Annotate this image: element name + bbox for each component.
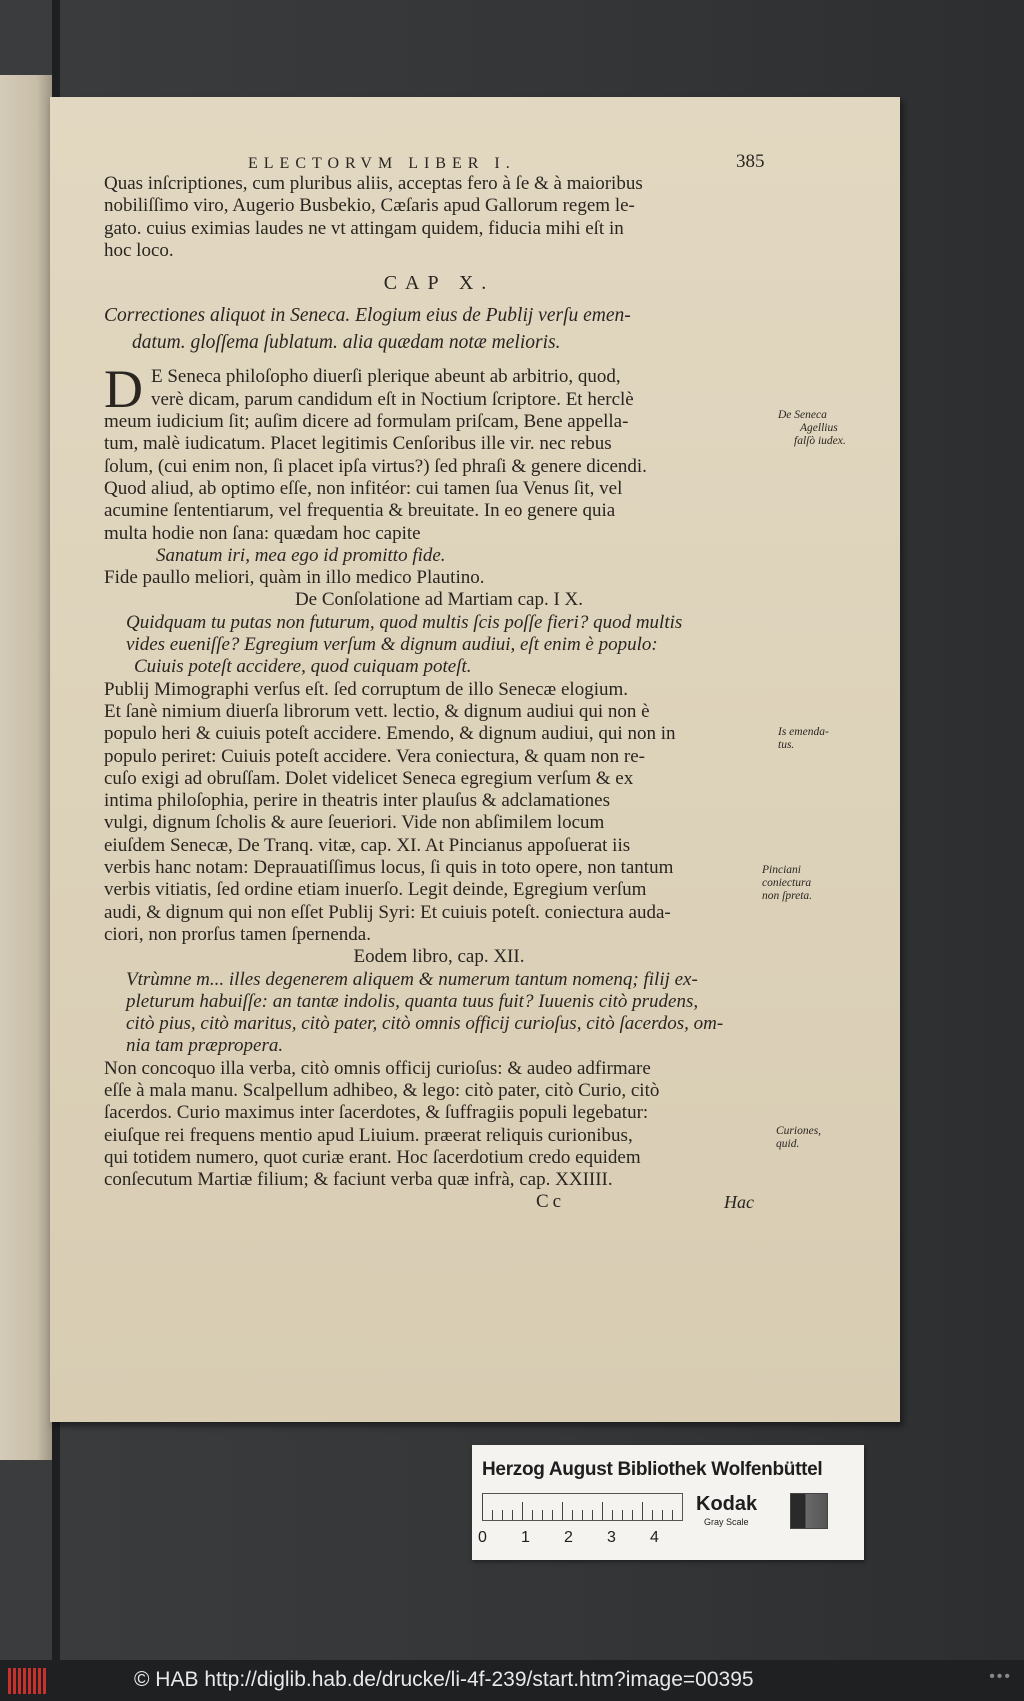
page-number: 385 — [736, 151, 765, 172]
ruler-number: 2 — [564, 1529, 573, 1546]
quotation-line: pleturum habuiſſe: an tantæ indolis, quanta tuus fuit? Iuuenis citò prudens, — [126, 990, 699, 1012]
text-line: Fide paullo meliori, quàm in illo medico Plautino. — [104, 567, 485, 589]
marginal-note — [778, 726, 829, 752]
text-line: cuſo exigi ad obruſſam. Dolet videlicet Seneca egregium verſum & ex — [104, 767, 634, 789]
text-line: E Seneca philoſopho diuerſi plerique abeunt ab arbitrio, quod, — [151, 366, 621, 388]
library-name: Herzog August Bibliothek Wolfenbüttel — [482, 1459, 823, 1480]
text-line: conſecutum Martiæ filium; & faciunt verba quæ infrà, cap. XXIIII. — [104, 1169, 613, 1191]
text-line: audi, & dignum qui non eſſet Publij Syri: Et cuiuis poteſt. coniectura auda- — [104, 901, 671, 923]
marginal-note-line: tus. — [778, 739, 795, 751]
text-line: acumine ſententiarum, vel frequentia & breuitate. In eo genere quia — [104, 500, 616, 522]
marginal-note-line: coniectura — [762, 877, 812, 889]
text-line: ciori, non prorſus tamen ſpernenda. — [104, 923, 371, 945]
marginal-note — [778, 409, 846, 448]
quotation: Sanatum iri, mea ego id promitto fide. — [156, 544, 446, 566]
text-line: populo periret: Cuiuis poteſt accidere. Vera coniectura, & quam non re- — [104, 745, 645, 767]
ruler-number: 3 — [607, 1529, 616, 1546]
marginal-note-line: Agellius — [800, 422, 838, 434]
catchword: Hac — [724, 1192, 754, 1213]
running-head-title: ELECTORVM LIBER I. — [248, 155, 516, 172]
text-line: multa hodie non ſana: quædam hoc capite — [104, 522, 421, 544]
page-text — [104, 153, 774, 1215]
text-line: verbis vitiatis, ſed ordine etiam inuerſo. Legit deinde, Egregium verſum — [104, 879, 647, 901]
text-line: qui totidem numero, quot curiæ erant. Hoc ſacerdotium credo equidem — [104, 1146, 641, 1168]
text-line: ſacerdos. Curio maximus inter ſacerdotes, & ſuffragiis populi legebatur: — [104, 1102, 649, 1124]
text-line: ſolum, (cui enim non, ſi placet ipſa virtus?) ſed phraſi & genere dicendi. — [104, 455, 647, 477]
viewer-footer — [0, 1660, 1024, 1701]
ruler-number: 4 — [650, 1529, 659, 1546]
quotation-line: Quidquam tu putas non futurum, quod multis ſcis poſſe fieri? quod multis — [126, 611, 683, 633]
quotation-line: Vtrùmne m... illes degenerem aliquem & numerum tantum nomenq; filij ex- — [126, 968, 698, 990]
marginal-note-line: Curiones, — [776, 1125, 822, 1137]
quotation-line: citò pius, citò maritus, citò pater, citò omnis officij curioſus, citò ſacerdos, om- — [126, 1013, 724, 1035]
text-line: Publij Mimographi verſus eſt. ſed corruptum de illo Senecæ elogium. — [104, 678, 629, 700]
text-line: tum, malè iudicatum. Placet legitimis Cenſoribus ille vir. nec rebus — [104, 433, 612, 455]
marginal-note-line: non ſpreta. — [762, 890, 813, 902]
previous-leaf-edge — [0, 75, 52, 1460]
intro-line: gato. cuius eximias laudes ne vt attingam quidem, fiducia mihi eſt in — [104, 217, 624, 239]
gray-scale-label: Gray Scale — [704, 1517, 749, 1527]
text-line: intima philoſophia, perire in theatris inter plauſus & adclamationes — [104, 790, 611, 812]
chapter-heading: CAP X. — [383, 272, 495, 295]
text-line: Non concoquo illa verba, citò omnis officij curioſus: & audeo adfirmare — [104, 1057, 651, 1079]
source-heading: Eodem libro, cap. XII. — [353, 946, 525, 968]
text-line: eiuſdem Senecæ, De Tranq. vitæ, cap. XI. At Pincianus appoſuerat iis — [104, 834, 631, 856]
source-heading: De Conſolatione ad Martiam cap. I X. — [294, 589, 584, 611]
marginal-note-line: quid. — [776, 1138, 800, 1150]
ruler-number: 1 — [521, 1529, 530, 1546]
marginal-note-line: De Seneca — [778, 409, 827, 421]
marginal-note-line: Pinciani — [762, 864, 801, 876]
text-line: eiuſque rei frequens mentio apud Liuium. præerat reliquis curionibus, — [104, 1124, 633, 1146]
book-page — [50, 97, 900, 1422]
hab-logo-icon — [8, 1668, 46, 1694]
ruler-numbers — [478, 1529, 698, 1549]
argument-line: Correctiones aliquot in Seneca. Elogium eius de Publij verſu emen- — [104, 305, 631, 327]
quotation-line: nia tam præpropera. — [126, 1035, 284, 1057]
text-line: eſſe à mala manu. Scalpellum adhibeo, & lego: citò pater, citò Curio, citò — [104, 1079, 660, 1101]
intro-line: nobiliſſimo viro, Augerio Busbekio, Cæſaris apud Gallorum regem le- — [104, 195, 635, 217]
quotation-line: vides eueniſſe? Egregium verſum & dignum audiui, eſt enim è populo: — [126, 634, 658, 656]
marginal-note-line: falſò iudex. — [794, 435, 846, 447]
more-icon[interactable]: ••• — [989, 1668, 1012, 1685]
text-line: Quod aliud, ab optimo eſſe, non infitéor: cui tamen ſua Venus ſit, vel — [104, 477, 623, 499]
argument-line: datum. gloſſema ſublatum. alia quædam notæ melioris. — [132, 332, 561, 354]
color-reference-card — [472, 1445, 864, 1560]
marginal-note — [776, 1125, 821, 1151]
intro-line: Quas inſcriptiones, cum pluribus aliis, acceptas fero à ſe & à maioribus — [104, 173, 643, 194]
kodak-logo: Kodak — [696, 1493, 758, 1515]
text-line: Et ſanè nimium diuerſa librorum vett. lectio, & dignum audiui qui non è — [104, 700, 650, 722]
signature-mark: Cc — [536, 1191, 566, 1213]
marginal-note-line: Is emenda- — [778, 726, 829, 738]
ruler-scale — [482, 1493, 683, 1521]
paragraph-1 — [104, 359, 774, 544]
intro-line: hoc loco. — [104, 239, 174, 261]
text-line: verbis hanc notam: Deprauatiſſimus locus, ſi quis in toto opere, non tantum — [104, 857, 674, 879]
text-line: populo heri & cuiuis poteſt accidere. Emendo, & dignum audiui, qui non in — [104, 723, 676, 745]
text-line: verè dicam, parum candidum eſt in Noctium ſcriptore. Et herclè — [151, 388, 634, 410]
ruler-number: 0 — [478, 1529, 487, 1546]
text-line: meum iudicium ſit; auſim dicere ad formulam priſcam, Bene appella- — [104, 411, 629, 433]
page-footer-line — [104, 1191, 774, 1215]
gray-scale-patch — [790, 1493, 828, 1529]
source-credit: © HAB http://diglib.hab.de/drucke/li-4f-239/start.htm?image=00395 — [134, 1668, 754, 1691]
drop-cap: D — [104, 359, 143, 420]
text-line: vulgi, dignum ſcholis & aure ſeueriori. Vide non abſimilem locum — [104, 812, 605, 834]
marginal-note — [762, 864, 812, 903]
quotation-line: Cuiuis poteſt accidere, quod cuiquam poteſt. — [134, 656, 472, 678]
running-head — [104, 153, 774, 173]
chapter-argument — [104, 302, 774, 356]
